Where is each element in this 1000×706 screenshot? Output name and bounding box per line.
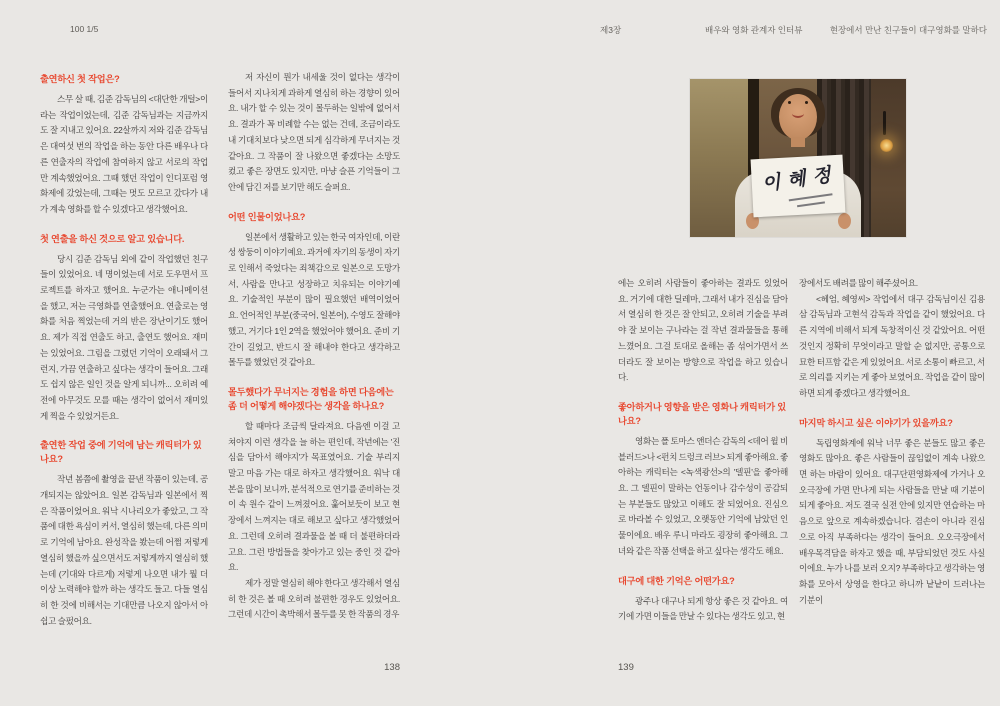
answer-paragraph: 당시 김준 감독님 외에 같이 작업했던 친구들이 있었어요. 네 명이었는데 서로 도우면서 프로젝트를 하자고 했어요. 누군가는 애니메이션을 했고, 저는 극영화를 연출했어요. 연출로는 영화를 처음 찍었는데 거의 반은 장난이기도 했어요. 제가 직접 연출도 하고, 출연도 했어요. 재미는 있었어요. 그림을 그렸던 기억이 오래돼서 그런지, 가끔 연출하고 싶다는 생각이 들어요. 그래도 쉽지 않은 일인 것을 알게 되니까... 오히려 예전에 아무것도 모를 때는 생각이 없어서 재미있게 찍을 수 있었거든요. <box>40 253 208 421</box>
running-head-folio-note: 100 1/5 <box>70 24 99 34</box>
question-heading: 좋아하거나 영향을 받은 영화나 캐릭터가 있나요? <box>618 401 786 426</box>
answer-paragraph: 제가 정말 열심히 해야 한다고 생각해서 열심히 한 것은 볼 때 오히려 불편한 경우도 있었어요. 그런데 시간이 촉박해서 몰두를 못 한 작품의 경우 <box>228 577 400 620</box>
question-heading: 출연한 작업 중에 기억에 남는 캐릭터가 있나요? <box>40 440 202 465</box>
answer-paragraph: 독립영화계에 워낙 너무 좋은 분들도 많고 좋은 영화도 많아요. 좋은 사람들이 끊임없이 계속 나왔으면 하는 바람이 있어요. 대구단편영화제에 가거나 오오극장에 가면 만나게 되는 사람들을 만날 때 기분이 되게 좋아요. 저도 결국 실전 안에 있지만 연습하는 마음으로 앞으로 계속하겠습니다. 겸손이 아니라 진심으로 아직 부족하다는 생각이 들어요. 오오극장에서 배우목격담을 하자고 했을 때, 부담되었던 것도 사실이에요. 누가 나를 보러 오지? 부족하다고 생각하는 영화를 모아서 상영을 한다고 하니까 낱낱이 드러나는 기분이 <box>799 437 985 605</box>
question-heading: 출연하신 첫 작업은? <box>40 74 120 84</box>
answer-paragraph: 광주나 대구나 되게 항상 좋은 것 같아요. 여기에 가면 이들을 만날 수 있다는 생각도 있고, 현 <box>618 595 788 622</box>
photo-wall-right <box>871 79 906 237</box>
interviewee-eye-right <box>805 101 808 104</box>
sign-small-handwriting <box>797 201 825 206</box>
text-column-1 <box>40 70 208 650</box>
answer-paragraph: 일본에서 생활하고 있는 한국 여자인데, 이란성 쌍둥이 이야기예요. 과거에 자기의 동생이 자기로 인해서 죽었다는 죄책감으로 일본으로 도망가서, 사람을 만나고 성장하고 치유되는 이야기예요. 기술적인 부분이 많이 필요했던 배역이었어요. 언어적인 부분(중국어, 일본어), 수영도 잘해야 했고, 거기다 1인 2역을 했었어야 했어요. 준비 기간이 길었고, 반드시 잘 해내야 한다고 생각하고 몰두를 했었던 것 같아요. <box>228 231 400 368</box>
question-heading: 마지막 하시고 싶은 이야기가 있을까요? <box>799 417 953 428</box>
text-column-4 <box>799 276 985 656</box>
answer-paragraph: 저 자신이 뭔가 내세울 것이 없다는 생각이 들어서 지나치게 과하게 열심히 하는 경향이 있어요. 내가 할 수 있는 것이 몰두하는 일밖에 없어서요. 결과가 꼭 비례할 수는 없는 건데, 조금이라도 내 기대치보다 낮으면 되게 심각하게 무너지는 것 같아요. 그 작품이 잘 나왔으면 좋겠다는 소망도 컸고 좋은 장면도 있지만, 마냥 슬픈 기억들이 그 안에 담긴 저를 보기만 해도 슬퍼요. <box>228 72 400 192</box>
question-heading: 어떤 인물이었나요? <box>228 211 306 222</box>
answer-paragraph: 스무 살 때, 김준 감독님의 <대단한 개털>이라는 작업이었는데, 김준 감독님과는 지금까지도 잘 지내고 있어요. 22살까지 저와 김준 감독님은 대여섯 번의 작업을 하는 동안 다른 배우나 다른 연출자의 작업에 참여하지 않고 서로의 작업만 계속했었어요. 그때 했던 작업이 인디포럼 영화제에 갔었는데, 그때는 멋도 모르고 갔다가 내가 계속 영화를 할 수 있겠다고 생각했어요. <box>40 94 208 214</box>
text-column-3 <box>618 276 788 656</box>
question-heading: 첫 연출을 하신 것으로 알고 있습니다. <box>40 233 185 244</box>
answer-paragraph: 할 때마다 조금씩 달라져요. 다음엔 이걸 고쳐야지 이런 생각을 늘 하는 편인데, 작년에는 '진심을 담아서 해야지'가 목표였어요. 기술 부리지 말고 마음 가는 대로 하자고 생각했어요. 워낙 대본을 많이 보니까, 분석적으로 연기를 준비하는 것이 속 원수 같이 느껴졌어요. 훑어보듯이 보고 현장에서 느껴지는 대로 해보고 싶다고 생각했었어요. 그런데 오히려 결과물을 볼 때 더 불편하더라고요. 그런 방법들을 찾아가고 있는 중인 것 같아요. <box>228 420 400 573</box>
page-number-right: 139 <box>618 662 634 673</box>
running-head-article-title: 현장에서 만난 친구들이 대구영화를 말하다 <box>829 25 987 35</box>
answer-paragraph: <헤엄, 혜영씨> 작업에서 대구 감독님이신 김용삼 감독님과 고현석 감독과 작업을 같이 했었어요. 다른 지역에 비해서 되게 독창적이신 것 같았어요. 어떤 것인지 정확히 무엇이라고 말할 순 없지만, 공통으로 묘한 터프함 같은 게 있었어요. 서로 소통이 빠르고, 서로 의리를 지키는 게 좋아 보였어요. 작업을 같이 많이 하면 되게 좋겠다고 생각했어요. <box>799 293 985 398</box>
running-head-chapter: 제3장 <box>600 25 622 35</box>
interviewee-smile <box>792 109 804 118</box>
interviewee-photo <box>690 79 906 237</box>
answer-paragraph: 영화는 폴 토마스 앤더슨 감독의 <데어 윌 비 블러드>나 <펀치 드렁크 러브> 되게 좋아해요. 좋아하는 캐릭터는 <녹색광선>의 '델핀'을 좋아해요. 그 델핀이 말하는 언동이나 감수성이 공감되는 부분들도 많았고 이해도 잘 되었어요. 진심으로 바라볼 수 있었고, 오랫동안 기억에 남았던 인물이에요. 배우 루니 마라도 굉장히 좋아해요. 그녀와 같은 작품 선택을 하고 싶다는 생각도 해요. <box>618 435 788 556</box>
sign-handwritten-name: 이혜정 <box>760 163 839 196</box>
question-heading: 몰두했다가 무너지는 경험을 하면 다음에는 좀 더 어떻게 해야겠다는 생각을 하나요? <box>228 386 394 411</box>
wall-lamp-arm <box>883 111 886 135</box>
interviewee-figure <box>748 79 847 237</box>
answer-paragraph: 에는 오히려 사람들이 좋아하는 결과도 있었어요. 거기에 대한 딜레마, 그래서 내가 진심을 담아서 열심히 한 것은 잘 안되고, 오히려 기술을 부려야 잘 보이는 구나라는 걸 작년 결과물들을 통해 느꼈어요. 그걸 토대로 올해는 좀 섞어가면서 쓰더라도 잘 보이는 방향으로 작업을 하고 있습니다. <box>618 278 788 383</box>
page-number-left: 138 <box>384 662 400 673</box>
question-heading: 대구에 대한 기억은 어떤가요? <box>618 575 735 586</box>
photo-sign <box>751 155 846 218</box>
interviewee-eye-left <box>788 101 791 104</box>
text-column-2 <box>228 70 400 650</box>
sign-small-handwriting <box>789 193 833 201</box>
answer-paragraph: 장에서도 배려를 많이 해주셨어요. <box>799 278 918 288</box>
answer-paragraph: 작년 봄쯤에 촬영을 끝낸 작품이 있는데, 공개되지는 않았어요. 일본 감독님과 일본에서 찍은 작품이었어요. 워낙 시나리오가 좋았고, 그 작품에 대한 욕심이 커서, 열심히 했는데, 다른 의미로 기억에 남아요. 완성작을 봤는데 어쩜 저렇게 열심히 했을까 싶으면서도 저렇게까지 열심히 했는데 (기대와 다르게) 저렇게 나오면 내가 뭘 더 이상 노력해야 할까 하는 생각도 들고. 다들 열심히 한 것에 비해서는 기대만큼 나오지 않아서 아쉽고 슬펐어요. <box>40 474 208 626</box>
running-head-section: 배우와 영화 관계자 인터뷰 <box>705 25 803 35</box>
interviewee-hand-right <box>838 213 851 229</box>
interviewee-neck <box>791 137 805 147</box>
